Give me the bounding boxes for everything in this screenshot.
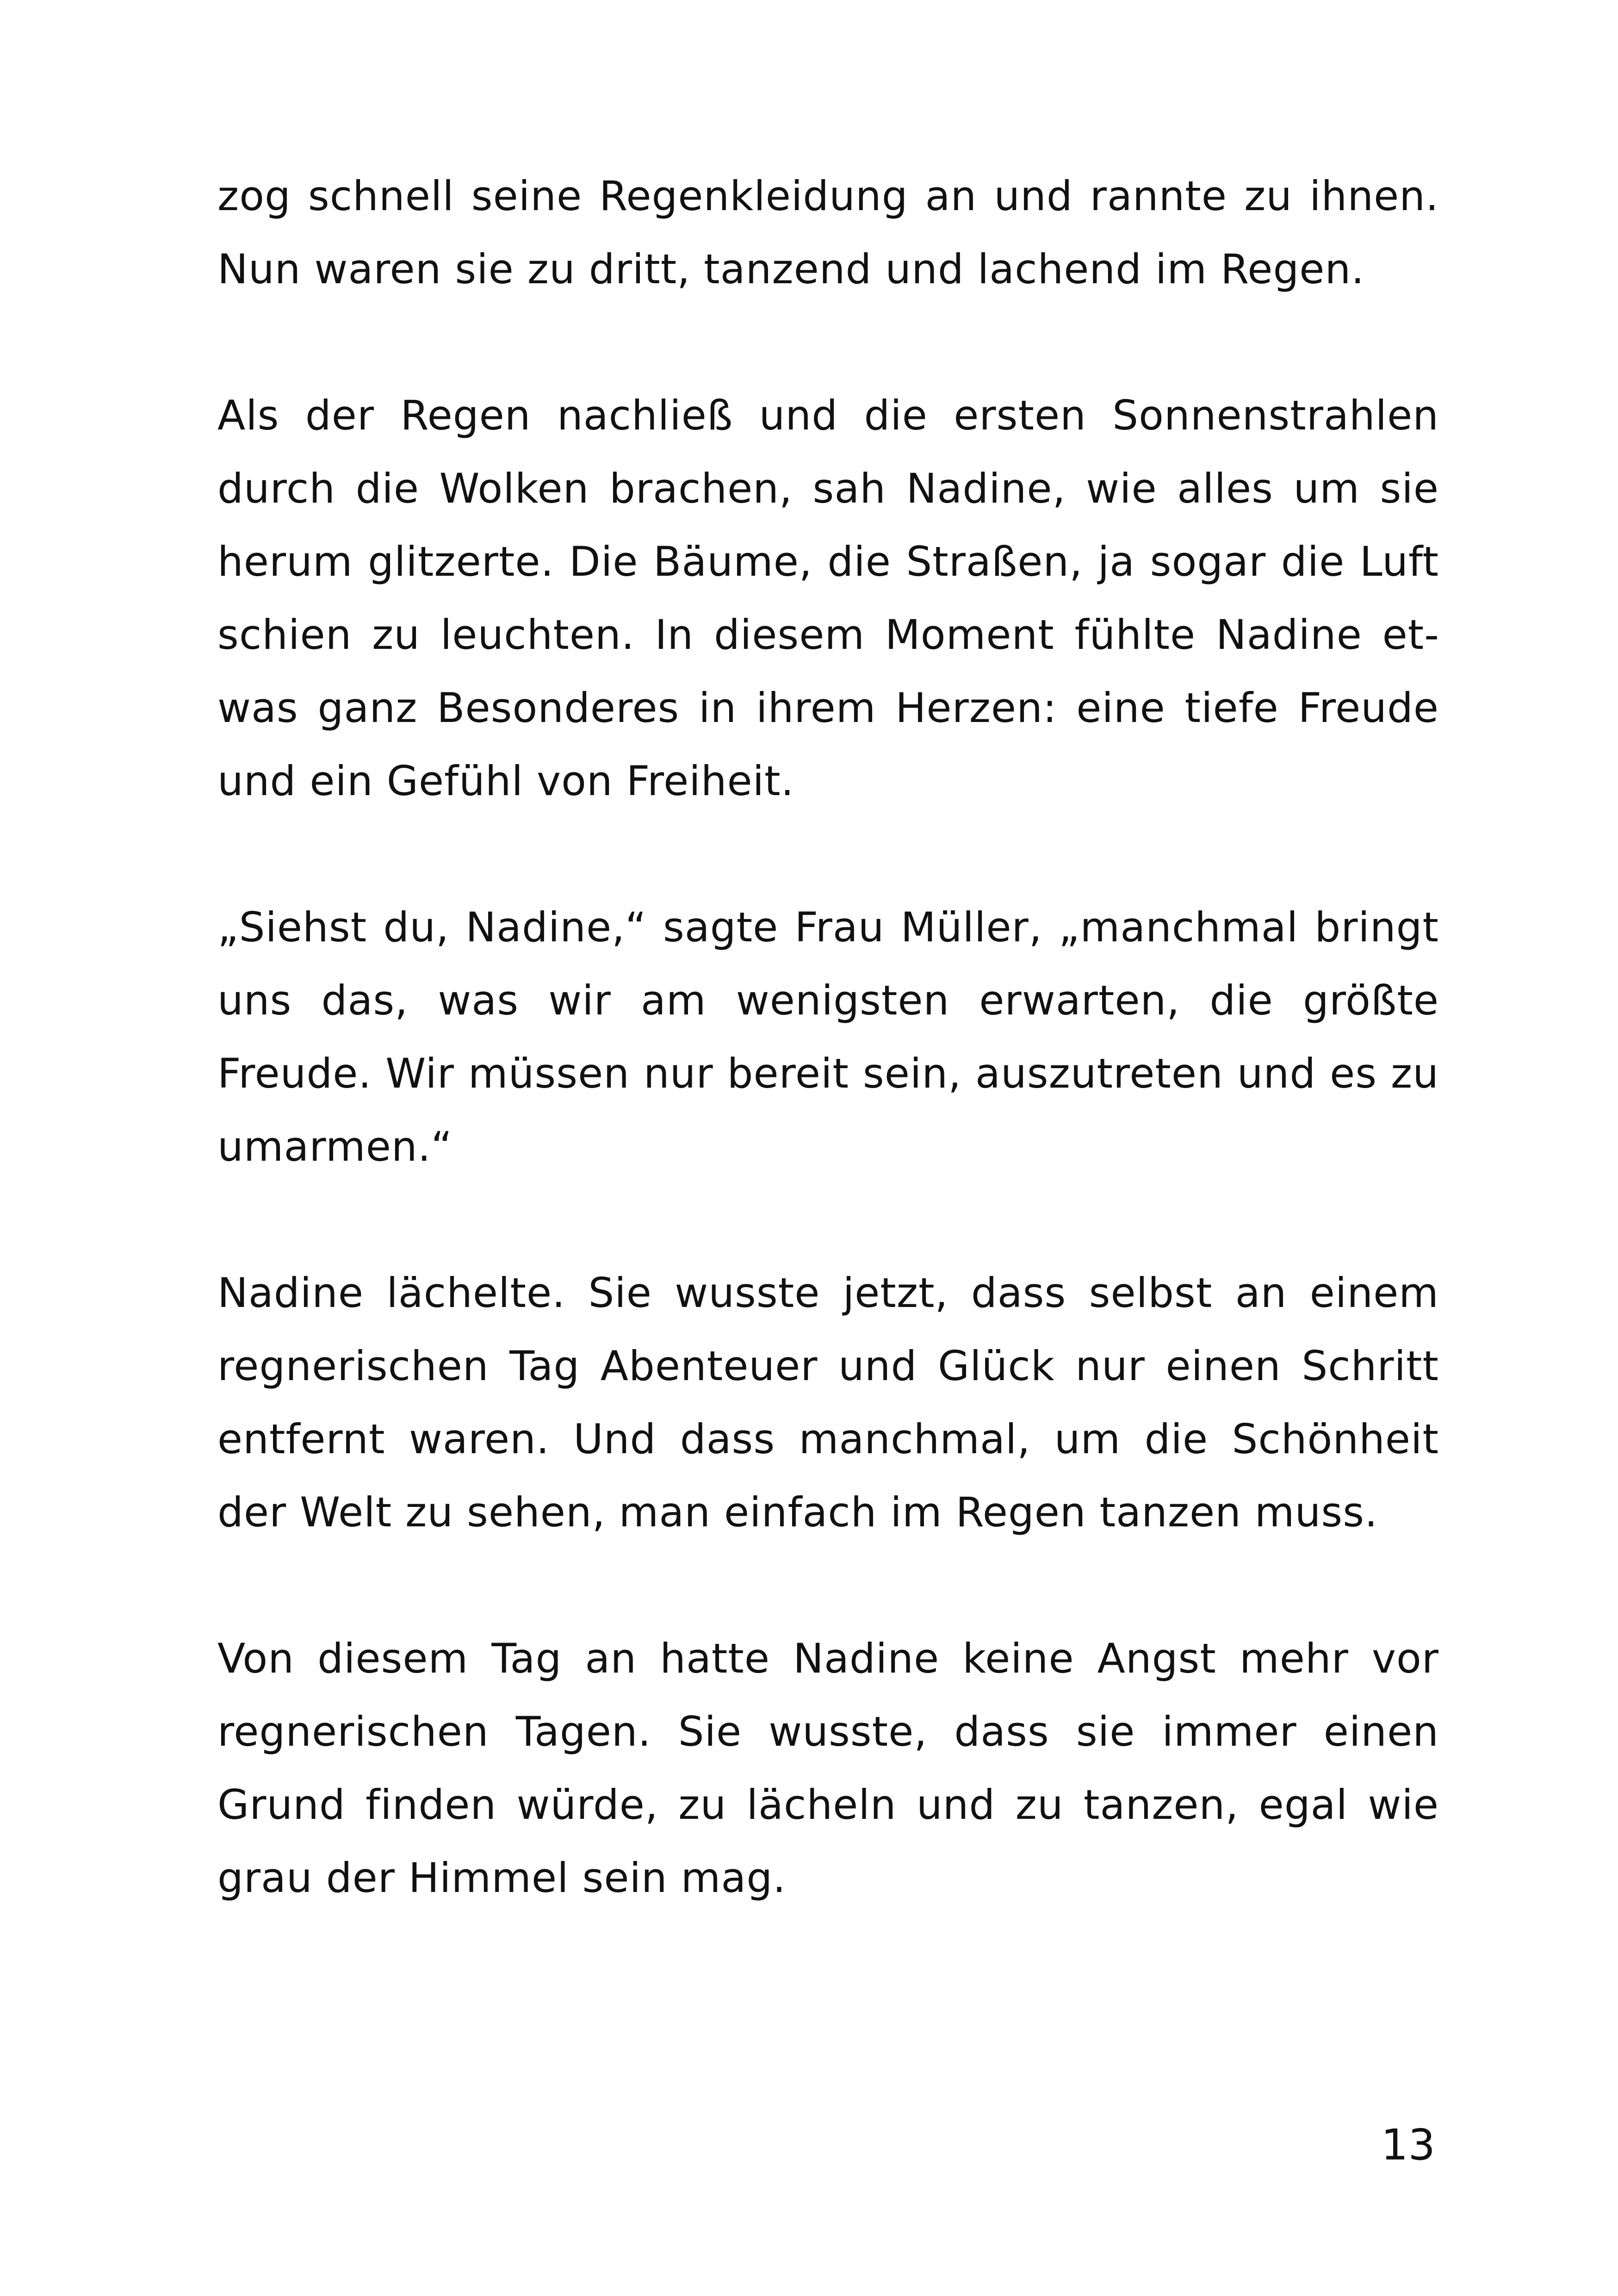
paragraph-5: Von diesem Tag an hatte Nadine keine Angst mehr vor regnerischen Tagen. Sie wusste, dass sie immer einen Grund finden würde, zu lächeln und zu tanzen, egal wie grau der Himmel sein mag. [217, 1635, 1439, 1902]
paragraph-3: „Siehst du, Nadine,“ sagte Frau Müller, „manchmal bringt uns das, was wir am wenigsten erwarten, die größte Freude. Wir müssen nur bereit sein, auszutreten und es zu umarmen.“ [217, 903, 1439, 1170]
paragraph-1: zog schnell seine Regenkleidung an und rannte zu ihnen. Nun waren sie zu dritt, tanzend und lachend im Regen. [217, 172, 1439, 293]
story-text [217, 160, 1439, 1915]
paragraph-2: Als der Regen nachließ und die ersten Sonnenstrahlen durch die Wolken brachen, sah Nadine, wie alles um sie herum glitzerte. Die Bäume, die Straßen, ja sogar die Luft schien zu leuchten. In diesem Moment fühlte Nadine etwas ganz Besonderes in ihrem Herzen: eine tiefe Freude und ein Gefühl von Freiheit. [217, 392, 1439, 805]
paragraph-4: Nadine lächelte. Sie wusste jetzt, dass selbst an einem regnerischen Tag Abenteuer und Glück nur einen Schritt entfernt waren. Und dass manchmal, um die Schönheit der Welt zu sehen, man einfach im Regen tanzen muss. [217, 1269, 1439, 1536]
page-number: 13 [1381, 2120, 1435, 2170]
